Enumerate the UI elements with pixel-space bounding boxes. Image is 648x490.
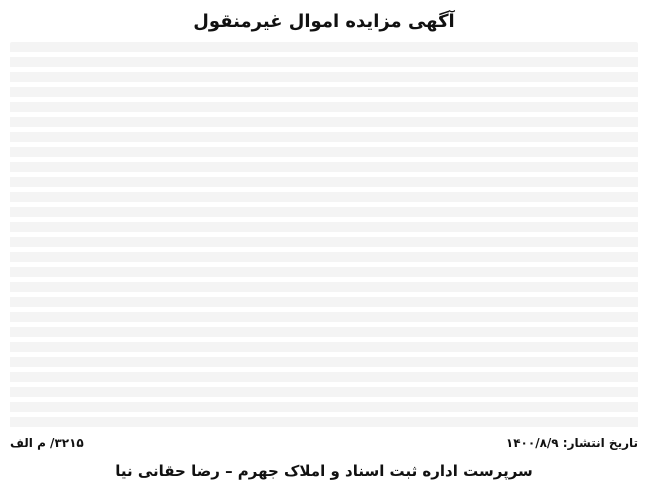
signature-line: سرپرست اداره ثبت اسناد و املاک جهرم – رضا حقانی نیا — [115, 462, 533, 480]
footer-meta — [10, 434, 638, 452]
publish-date: تاریخ انتشار: ۱۴۰۰/۸/۹ — [505, 436, 638, 450]
text-placeholder — [10, 42, 638, 430]
reference-code: ۳۲۱۵/ م الف — [10, 436, 84, 450]
notice-title: آگهی مزایده اموال غیرمنقول — [193, 11, 455, 32]
notice-body-text-block — [10, 42, 638, 430]
